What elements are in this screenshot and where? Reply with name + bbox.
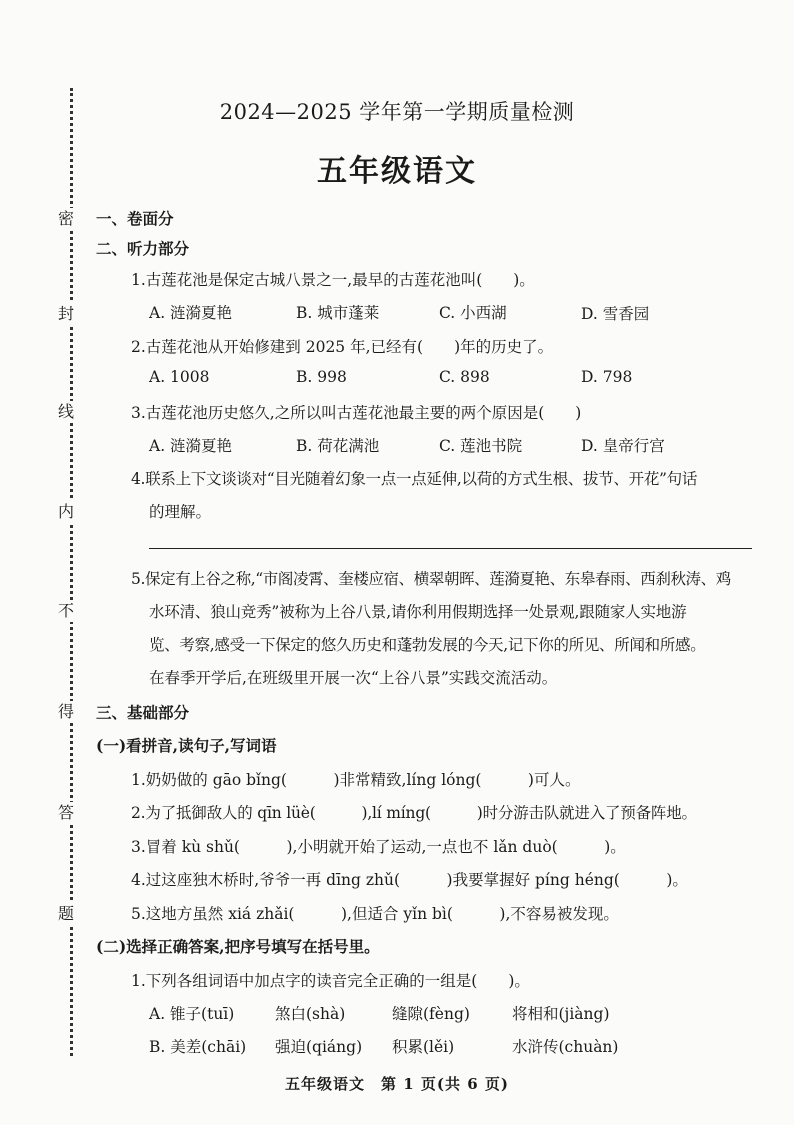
question-text: 5.保定有上谷之称,“市阁凌霄、奎楼应宿、横翠朝晖、莲漪夏艳、东皋春雨、西刹秋涛、鸡 bbox=[131, 570, 731, 588]
option: 缝隙(fèng) bbox=[392, 1005, 470, 1023]
option: 强迫(qiáng) bbox=[275, 1038, 363, 1056]
question-text: 2.古莲花池从开始修建到 2025 年,已经有( )年的历史了。 bbox=[131, 338, 554, 356]
seal-char: 线 bbox=[58, 402, 75, 421]
option: C. 莲池书院 bbox=[439, 437, 523, 455]
exam-title: 2024—2025 学年第一学期质量检测 bbox=[219, 100, 575, 124]
seal-char: 内 bbox=[58, 502, 75, 521]
option: C. 小西湖 bbox=[439, 304, 507, 322]
option: 积累(lěi) bbox=[392, 1038, 455, 1056]
option: A. 1008 bbox=[149, 368, 210, 386]
seal-char: 得 bbox=[58, 702, 75, 721]
seal-char: 答 bbox=[58, 803, 75, 822]
seal-char: 密 bbox=[58, 209, 75, 228]
section-heading: 二、听力部分 bbox=[96, 239, 190, 258]
section-heading: 三、基础部分 bbox=[96, 703, 190, 722]
section-heading: 一、卷面分 bbox=[96, 209, 174, 228]
subsection-heading: (二)选择正确答案,把序号填写在括号里。 bbox=[96, 937, 380, 956]
page-footer: 五年级语文 第 1 页(共 6 页) bbox=[285, 1075, 509, 1093]
question-text: 4.联系上下文谈谈对“目光随着幻象一点一点延伸,以荷的方式生根、拔节、开花”句话 bbox=[131, 470, 698, 488]
option: C. 898 bbox=[439, 368, 490, 386]
subject-title: 五年级语文 bbox=[317, 154, 477, 189]
question-text: 1.古莲花池是保定古城八景之一,最早的古莲花池叫( )。 bbox=[131, 271, 535, 289]
answer-line[interactable] bbox=[149, 548, 752, 549]
pinyin-question: 2.为了抵御敌人的 qīn lüè( ),lí míng( )时分游击队就进入了预备阵地。 bbox=[131, 804, 697, 822]
option: D. 皇帝行宫 bbox=[581, 437, 665, 455]
pinyin-question: 4.过这座独木桥时,爷爷一再 dīng zhǔ( )我要掌握好 píng héng( )。 bbox=[131, 871, 688, 889]
option: B. 荷花满池 bbox=[296, 437, 380, 455]
option: B. 998 bbox=[296, 368, 347, 386]
option: A. 涟漪夏艳 bbox=[149, 437, 233, 455]
question-text: 3.古莲花池历史悠久,之所以叫古莲花池最主要的两个原因是( ) bbox=[131, 404, 582, 422]
option: B. 城市蓬莱 bbox=[296, 304, 380, 322]
question-text: 览、考察,感受一下保定的悠久历史和蓬勃发展的今天,记下你的所见、所闻和所感。 bbox=[149, 636, 706, 654]
question-text: 1.下列各组词语中加点字的读音完全正确的一组是( )。 bbox=[131, 972, 530, 990]
option: D. 798 bbox=[581, 368, 633, 386]
subsection-heading: (一)看拼音,读句子,写词语 bbox=[96, 736, 277, 755]
pinyin-question: 5.这地方虽然 xiá zhǎi( ),但适合 yǐn bì( ),不容易被发现。 bbox=[131, 905, 619, 923]
question-text: 水环清、狼山竞秀”被称为上谷八景,请你利用假期选择一处景观,跟随家人实地游 bbox=[149, 603, 687, 621]
option: 水浒传(chuàn) bbox=[512, 1038, 619, 1056]
option: 将相和(jiàng) bbox=[512, 1005, 610, 1023]
seal-char: 封 bbox=[58, 304, 75, 323]
question-text: 在春季开学后,在班级里开展一次“上谷八景”实践交流活动。 bbox=[149, 669, 558, 687]
pinyin-question: 3.冒着 kù shǔ( ),小明就开始了运动,一点也不 lǎn duò( )。 bbox=[131, 838, 626, 856]
option: B. 美差(chāi) bbox=[149, 1038, 247, 1056]
seal-char: 题 bbox=[58, 904, 75, 923]
option: A. 锥子(tuī) bbox=[149, 1005, 235, 1023]
option: 煞白(shà) bbox=[275, 1005, 346, 1023]
pinyin-question: 1.奶奶做的 gāo bǐng( )非常精致,líng lóng( )可人。 bbox=[131, 771, 581, 789]
seal-char: 不 bbox=[58, 601, 75, 620]
option: D. 雪香园 bbox=[581, 305, 650, 323]
question-text: 的理解。 bbox=[149, 503, 212, 521]
option: A. 涟漪夏艳 bbox=[149, 304, 233, 322]
